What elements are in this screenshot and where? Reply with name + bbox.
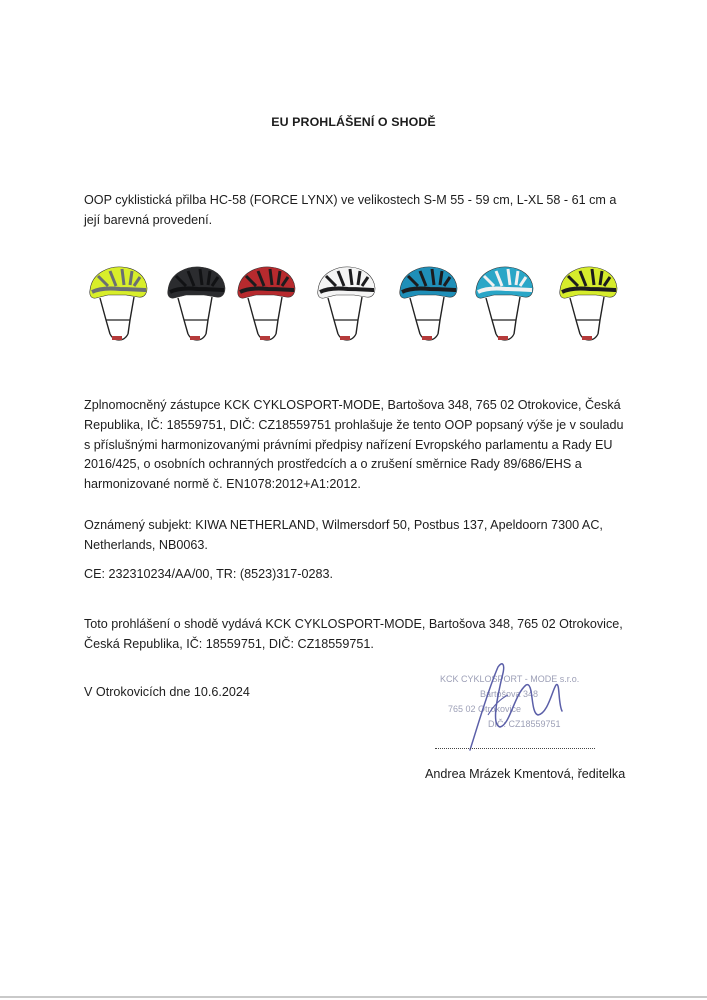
representative-declaration: Zplnomocněný zástupce KCK CYKLOSPORT-MODE, Bartošova 348, 765 02 Otrokovice, Česká Republika, IČ: 18559751, DIČ: CZ18559751 prohlašuje že tento OOP popsaný výše je v souladu s příslušnými harmonizovanými právními předpisy nařízení Evropského parlamentu a Rady EU 2016/425, o osobních ochranných prostředcích a o zrušení směrnice Rady 89/686/EHS a harmonizované normě č. EN1078:2012+A1:2012.	[84, 398, 624, 492]
ce-certificate: CE: 232310234/AA/00, TR: (8523)317-0283.	[84, 567, 334, 581]
notified-body: Oznámený subjekt: KIWA NETHERLAND, Wilmersdorf 50, Postbus 137, Apeldoorn 7300 AC, Netherlands, NB0063.	[84, 518, 603, 552]
helmet-blue-white	[472, 262, 536, 348]
stamp-line: Bartošova 348	[480, 689, 539, 699]
stamp-line: DIČ: CZ18559751	[488, 719, 561, 729]
helmet-white-black	[314, 262, 378, 348]
product-description: OOP cyklistická přilba HC-58 (FORCE LYNX) ve velikostech S-M 55 - 59 cm, L-XL 58 - 61 cm a její barevná provedení.	[84, 193, 617, 227]
handwritten-signature	[430, 655, 580, 755]
signature-line	[435, 748, 595, 749]
helmet-red-black	[234, 262, 298, 348]
helmet-blue-black	[396, 262, 460, 348]
document-title: EU PROHLÁŠENÍ O SHODĚ	[271, 115, 436, 129]
helmet-black	[164, 262, 228, 348]
issuer-statement: Toto prohlášení o shodě vydává KCK CYKLOSPORT-MODE, Bartošova 348, 765 02 Otrokovice, Česká Republika, IČ: 18559751, DIČ: CZ18559751.	[84, 617, 623, 651]
signatory-name: Andrea Mrázek Kmentová, ředitelka	[425, 767, 626, 781]
scan-edge-divider	[0, 996, 707, 998]
helmet-fluo-grey	[86, 262, 150, 348]
helmet-image-row	[86, 262, 621, 348]
helmet-fluo-black	[556, 262, 620, 348]
stamp-line: 765 02 Otrokovice	[448, 704, 522, 714]
place-and-date: V Otrokovicích dne 10.6.2024	[84, 685, 250, 699]
stamp-line: KCK CYKLOSPORT - MODE s.r.o.	[440, 674, 580, 684]
